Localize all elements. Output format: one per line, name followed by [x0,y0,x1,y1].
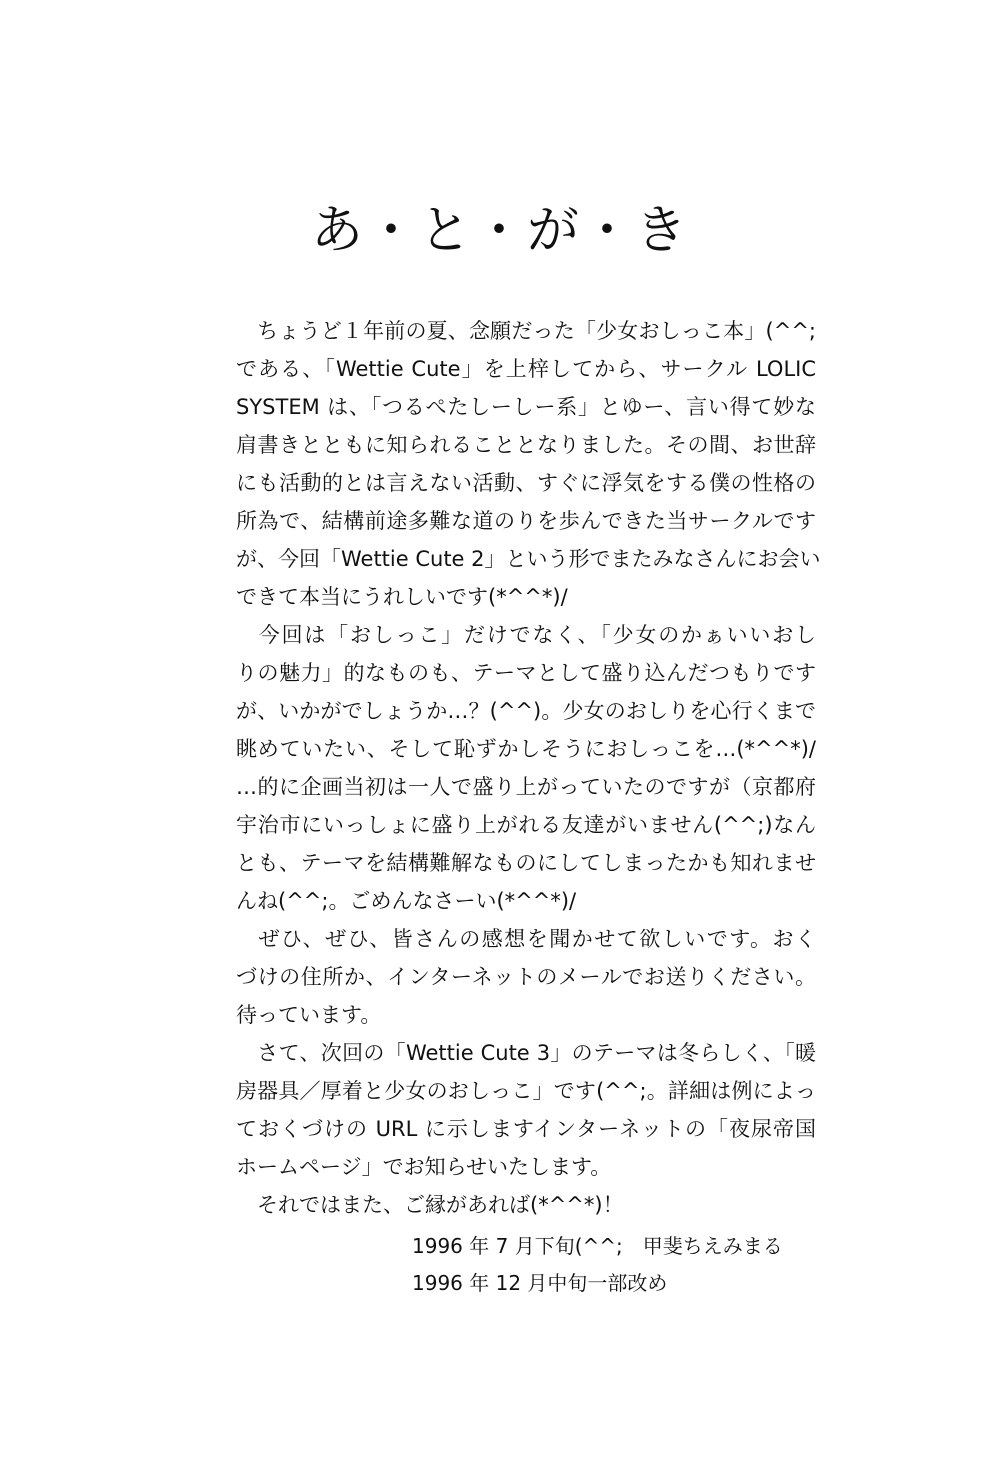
body-line: んね(^^;。ごめんなさーい(*^^*)/ [236,889,577,913]
body-line: 待っています。 [236,1003,382,1027]
body-line: ホームページ」でお知らせいたします。 [236,1155,612,1179]
signature-revision-date: 1996 年 12 月中旬一部改め [412,1271,668,1295]
body-line: である、「Wettie Cute」を上梓してから、サークル LOLIC [236,357,816,381]
body-line: ぜひ、ぜひ、皆さんの感想を聞かせて欲しいです。おく [236,927,816,951]
body-line: さて、次回の「Wettie Cute 3」のテーマは冬らしく、「暖 [236,1041,816,1065]
body-line: できて本当にうれしいです(*^^*)/ [236,585,568,609]
body-line: 眺めていたい、そして恥ずかしそうにおしっこを…(*^^*)/ [236,737,816,761]
body-line: 宇治市にいっしょに盛り上がれる友達がいません(^^;)なん [236,813,816,837]
signature-block [412,1228,832,1302]
body-line: それではまた、ご縁があれば(*^^*)！ [236,1193,624,1217]
body-line: SYSTEM は、「つるぺたしーしー系」とゆー、言い得て妙な [236,395,816,419]
afterword-body [236,312,821,1224]
body-line: …的に企画当初は一人で盛り上がっていたのですが（京都府 [236,775,816,799]
body-line: 房器具／厚着と少女のおしっこ」です(^^;。詳細は例によっ [236,1079,816,1103]
body-line: 所為で、結構前途多難な道のりを歩んできた当サークルです [236,509,816,533]
body-line: が、今回「Wettie Cute 2」という形でまたみなさんにお会い [236,547,821,571]
body-line: りの魅力」的なものも、テーマとして盛り込んだつもりです [236,661,816,685]
body-line: ちょうど１年前の夏、念願だった「少女おしっこ本」(^^; [236,319,816,343]
body-line: が、いかがでしょうか…？(^^)。少女のおしりを心行くまで [236,699,816,723]
body-line: とも、テーマを結構難解なものにしてしまったかも知れませ [236,851,816,875]
body-line: ておくづけの URL に示しますインターネットの「夜尿帝国 [236,1117,816,1141]
body-line: にも活動的とは言えない活動、すぐに浮気をする僕の性格の [236,471,816,495]
body-line: づけの住所か、インターネットのメールでお送りください。 [236,965,816,989]
body-line: 今回は「おしっこ」だけでなく、「少女のかぁいいおし [236,623,816,647]
body-line: 肩書きとともに知られることとなりました。その間、お世辞 [236,433,816,457]
page-title: あ・と・が・き [310,201,689,261]
signature-date-author: 1996 年 7 月下旬(^^; 甲斐ちえみまる [412,1234,783,1258]
